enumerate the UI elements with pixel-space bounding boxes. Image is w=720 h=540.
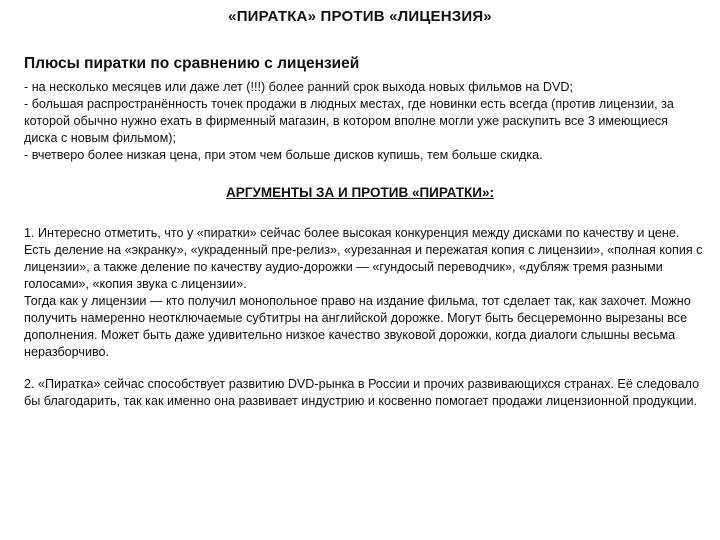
pros-subtitle: Плюсы пиратки по сравнению с лицензией bbox=[24, 55, 360, 72]
argument-paragraph-1-text: 1. Интересно отметить, что у «пиратки» сейчас более высокая конкуренция между дисками по качеству и цене. Есть деление на «экранку», «украденный пре-релиз», «урезанная и пережатая копия с лицензии», «полная копия с лицензии», а также деление по качеству аудио-дорожки — «гундосый переводчик», «дубляж тремя разными голосами», «копия звука с лицензии». bbox=[24, 226, 703, 291]
pros-list bbox=[24, 79, 704, 164]
pros-item: - большая распространённость точек продажи в людных местах, где новинки есть всегда (против лицензии, за которой обычно нужно ехать в фирменный магазин, в котором вполне могли уже раскупить все 3 имеющиеся диска с новым фильмом); bbox=[24, 97, 674, 145]
pros-item: - на несколько месяцев или даже лет (!!!) более ранний срок выхода новых фильмов на DVD; bbox=[24, 80, 573, 94]
argument-paragraph-2: 2. «Пиратка» сейчас способствует развитию DVD-рынка в России и прочих развивающихся странах. Её следовало бы благодарить, так как именно она развивает индустрию и косвенно помогает продажи лицензионной продукции. bbox=[24, 377, 700, 408]
argument-paragraph-1 bbox=[24, 225, 704, 361]
slide-title: «ПИРАТКА» ПРОТИВ «ЛИЦЕНЗИЯ» bbox=[228, 8, 492, 25]
argument-paragraph-1-continuation: Тогда как у лицензии — кто получил монопольное право на издание фильма, тот сделает так, как захочет. Можно получить намеренно неотключаемые субтитры на английской дорожке. Могут быть бесцеремонно вырезаны все дополнения. Может быть даже удивительно низкое качество звуковой дорожки, когда диалоги слышны весьма неразборчиво. bbox=[24, 294, 691, 359]
arguments-heading: АРГУМЕНТЫ ЗА И ПРОТИВ «ПИРАТКИ»: bbox=[226, 185, 494, 200]
pros-item: - вчетверо более низкая цена, при этом чем больше дисков купишь, тем больше скидка. bbox=[24, 148, 543, 162]
